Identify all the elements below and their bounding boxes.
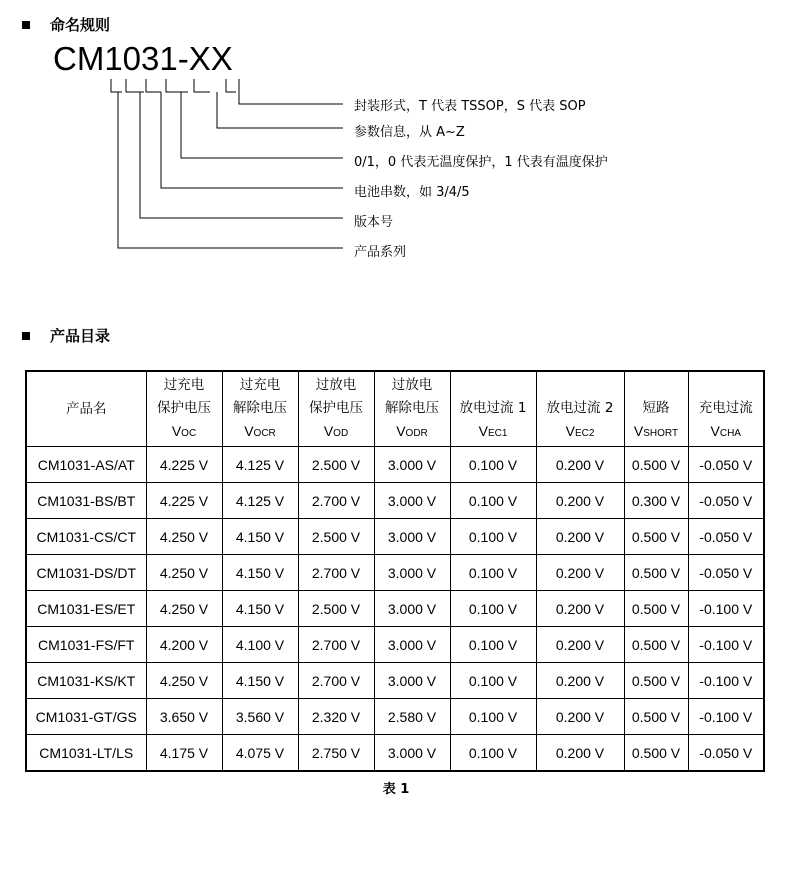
catalog-title-text: 产品目录 bbox=[50, 327, 111, 345]
symbol-letter: V bbox=[633, 422, 644, 439]
value-cell: 2.500 V bbox=[298, 591, 374, 627]
value-cell: 2.750 V bbox=[298, 735, 374, 772]
value-cell: 0.100 V bbox=[450, 483, 536, 519]
header-line-1: 过充电 bbox=[163, 376, 205, 393]
column-header bbox=[536, 371, 624, 447]
value-cell: 0.100 V bbox=[450, 519, 536, 555]
column-header bbox=[374, 371, 450, 447]
value-cell: 0.200 V bbox=[536, 735, 624, 772]
value-cell: 3.000 V bbox=[374, 735, 450, 772]
naming-label-version: 版本号 bbox=[354, 215, 394, 230]
header-symbol bbox=[299, 420, 374, 445]
value-cell: -0.050 V bbox=[688, 447, 764, 483]
value-cell: 4.150 V bbox=[222, 591, 298, 627]
table-body bbox=[26, 447, 764, 772]
table-row bbox=[26, 663, 764, 699]
value-cell: 4.250 V bbox=[146, 663, 222, 699]
value-cell: -0.100 V bbox=[688, 591, 764, 627]
value-cell: 0.500 V bbox=[624, 591, 688, 627]
value-cell: 2.700 V bbox=[298, 555, 374, 591]
table-caption: 表 1 bbox=[382, 782, 410, 797]
symbol-subscript: CHA bbox=[719, 427, 741, 439]
table-row bbox=[26, 735, 764, 772]
value-cell: -0.050 V bbox=[688, 483, 764, 519]
naming-label-cell-count: 电池串数，如 3/4/5 bbox=[354, 185, 470, 200]
naming-label-package: 封装形式，T 代表 TSSOP，S 代表 SOP bbox=[354, 99, 586, 114]
value-cell: 0.500 V bbox=[624, 447, 688, 483]
header-symbol bbox=[27, 421, 146, 444]
header-line-2: 放电过流 1 bbox=[459, 399, 527, 416]
value-cell: 0.100 V bbox=[450, 663, 536, 699]
value-cell: 2.320 V bbox=[298, 699, 374, 735]
value-cell: 0.100 V bbox=[450, 555, 536, 591]
naming-label-temperature: 0/1，0 代表无温度保护，1 代表有温度保护 bbox=[354, 155, 608, 170]
value-cell: 0.100 V bbox=[450, 627, 536, 663]
value-cell: 0.200 V bbox=[536, 591, 624, 627]
value-cell: 0.200 V bbox=[536, 483, 624, 519]
column-header bbox=[222, 371, 298, 447]
value-cell: 3.650 V bbox=[146, 699, 222, 735]
value-cell: 0.500 V bbox=[624, 627, 688, 663]
header-line-2: 充电过流 bbox=[698, 399, 753, 416]
column-header bbox=[624, 371, 688, 447]
naming-diagram-lines bbox=[0, 0, 792, 280]
header-line-2: 产品名 bbox=[66, 400, 107, 417]
value-cell: 4.100 V bbox=[222, 627, 298, 663]
value-cell: -0.100 V bbox=[688, 699, 764, 735]
product-name-cell: CM1031-GT/GS bbox=[26, 699, 146, 735]
header-line-1 bbox=[537, 374, 624, 397]
value-cell: 3.000 V bbox=[374, 447, 450, 483]
value-cell: 4.175 V bbox=[146, 735, 222, 772]
symbol-letter: V bbox=[244, 422, 254, 439]
header-line-2: 保护电压 bbox=[309, 399, 363, 416]
value-cell: 4.250 V bbox=[146, 591, 222, 627]
header-symbol bbox=[147, 420, 222, 445]
value-cell: 0.200 V bbox=[536, 663, 624, 699]
column-header bbox=[298, 371, 374, 447]
symbol-letter: V bbox=[565, 422, 575, 439]
naming-label-series: 产品系列 bbox=[354, 245, 407, 260]
value-cell: 2.500 V bbox=[298, 447, 374, 483]
header-line-2: 解除电压 bbox=[385, 399, 439, 416]
value-cell: 3.000 V bbox=[374, 627, 450, 663]
column-header bbox=[146, 371, 222, 447]
product-name-cell: CM1031-KS/KT bbox=[26, 663, 146, 699]
header-line-1: 过放电 bbox=[391, 376, 433, 393]
symbol-letter: V bbox=[171, 422, 182, 439]
header-symbol bbox=[689, 420, 764, 445]
table-row bbox=[26, 591, 764, 627]
value-cell: 4.150 V bbox=[222, 519, 298, 555]
value-cell: 4.225 V bbox=[146, 447, 222, 483]
symbol-letter: V bbox=[396, 422, 406, 439]
value-cell: 0.500 V bbox=[624, 663, 688, 699]
symbol-letter: V bbox=[710, 422, 720, 439]
symbol-subscript: ODR bbox=[405, 427, 428, 439]
value-cell: 3.000 V bbox=[374, 555, 450, 591]
column-header bbox=[26, 371, 146, 447]
value-cell: -0.050 V bbox=[688, 555, 764, 591]
header-line-1 bbox=[451, 374, 536, 397]
value-cell: -0.050 V bbox=[688, 519, 764, 555]
value-cell: -0.100 V bbox=[688, 627, 764, 663]
value-cell: 4.150 V bbox=[222, 555, 298, 591]
header-symbol bbox=[537, 420, 624, 445]
symbol-subscript: EC2 bbox=[574, 427, 595, 439]
header-line-1 bbox=[689, 374, 764, 397]
value-cell: 3.560 V bbox=[222, 699, 298, 735]
symbol-subscript: EC1 bbox=[487, 427, 508, 439]
value-cell: 0.500 V bbox=[624, 555, 688, 591]
value-cell: 3.000 V bbox=[374, 483, 450, 519]
naming-label-parameter: 参数信息，从 A~Z bbox=[354, 125, 465, 140]
symbol-subscript: OD bbox=[333, 427, 349, 439]
header-symbol bbox=[451, 420, 536, 445]
symbol-subscript: SHORT bbox=[643, 427, 679, 439]
header-line-2: 短路 bbox=[642, 399, 670, 416]
value-cell: 0.200 V bbox=[536, 519, 624, 555]
product-name-cell: CM1031-LT/LS bbox=[26, 735, 146, 772]
table-row bbox=[26, 447, 764, 483]
product-name-cell: CM1031-CS/CT bbox=[26, 519, 146, 555]
value-cell: 0.200 V bbox=[536, 555, 624, 591]
value-cell: 0.100 V bbox=[450, 699, 536, 735]
column-header bbox=[688, 371, 764, 447]
header-line-1 bbox=[27, 375, 146, 398]
value-cell: 2.700 V bbox=[298, 483, 374, 519]
product-name-cell: CM1031-FS/FT bbox=[26, 627, 146, 663]
value-cell: 0.200 V bbox=[536, 447, 624, 483]
product-name-cell: CM1031-DS/DT bbox=[26, 555, 146, 591]
value-cell: 0.100 V bbox=[450, 591, 536, 627]
value-cell: 4.125 V bbox=[222, 447, 298, 483]
table-row bbox=[26, 483, 764, 519]
value-cell: 0.200 V bbox=[536, 699, 624, 735]
table-header-row bbox=[26, 371, 764, 447]
value-cell: 0.100 V bbox=[450, 447, 536, 483]
symbol-letter: V bbox=[478, 422, 488, 439]
table-row bbox=[26, 555, 764, 591]
product-name-cell: CM1031-AS/AT bbox=[26, 447, 146, 483]
value-cell: 4.200 V bbox=[146, 627, 222, 663]
header-symbol bbox=[375, 420, 450, 445]
value-cell: 3.000 V bbox=[374, 519, 450, 555]
square-bullet-icon bbox=[22, 332, 30, 340]
symbol-letter: V bbox=[323, 422, 334, 439]
value-cell: 3.000 V bbox=[374, 663, 450, 699]
value-cell: -0.100 V bbox=[688, 663, 764, 699]
symbol-subscript: OCR bbox=[253, 427, 276, 439]
value-cell: 2.700 V bbox=[298, 627, 374, 663]
table-row bbox=[26, 627, 764, 663]
value-cell: 4.125 V bbox=[222, 483, 298, 519]
table-row bbox=[26, 519, 764, 555]
value-cell: 0.200 V bbox=[536, 627, 624, 663]
value-cell: 0.500 V bbox=[624, 735, 688, 772]
header-line-2: 放电过流 2 bbox=[546, 399, 614, 416]
model-code: CM1031-XX bbox=[53, 40, 233, 77]
value-cell: 2.500 V bbox=[298, 519, 374, 555]
value-cell: 0.100 V bbox=[450, 735, 536, 772]
header-line-1 bbox=[625, 374, 688, 397]
value-cell: 0.500 V bbox=[624, 699, 688, 735]
symbol-subscript: OC bbox=[181, 427, 197, 439]
value-cell: 0.300 V bbox=[624, 483, 688, 519]
product-catalog-table bbox=[25, 370, 765, 772]
product-name-cell: CM1031-ES/ET bbox=[26, 591, 146, 627]
header-symbol bbox=[625, 420, 688, 445]
header-line-1: 过放电 bbox=[315, 376, 357, 393]
column-header bbox=[450, 371, 536, 447]
header-line-1: 过充电 bbox=[239, 376, 281, 393]
value-cell: 4.250 V bbox=[146, 555, 222, 591]
value-cell: 3.000 V bbox=[374, 591, 450, 627]
value-cell: 0.500 V bbox=[624, 519, 688, 555]
product-name-cell: CM1031-BS/BT bbox=[26, 483, 146, 519]
value-cell: 4.075 V bbox=[222, 735, 298, 772]
value-cell: 4.250 V bbox=[146, 519, 222, 555]
value-cell: 4.150 V bbox=[222, 663, 298, 699]
value-cell: 2.700 V bbox=[298, 663, 374, 699]
naming-title-text: 命名规则 bbox=[50, 16, 111, 34]
header-line-2: 保护电压 bbox=[157, 399, 211, 416]
value-cell: -0.050 V bbox=[688, 735, 764, 772]
table-row bbox=[26, 699, 764, 735]
value-cell: 2.580 V bbox=[374, 699, 450, 735]
catalog-section-title bbox=[22, 325, 110, 346]
header-line-2: 解除电压 bbox=[233, 399, 287, 416]
value-cell: 4.225 V bbox=[146, 483, 222, 519]
header-symbol bbox=[223, 420, 298, 445]
